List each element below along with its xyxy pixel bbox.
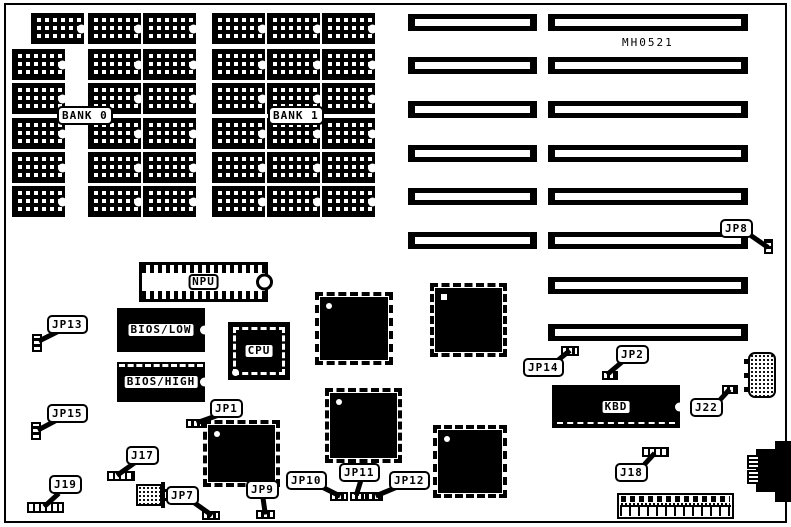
kbd-controller-chip bbox=[552, 385, 680, 428]
qfp-chip-3 bbox=[208, 425, 275, 482]
callout-jp12-label: JP12 bbox=[394, 474, 425, 487]
qfp-chip-5 bbox=[438, 430, 502, 493]
bank-0-label-text: BANK 0 bbox=[62, 109, 108, 122]
qfp-chip-3-pin1 bbox=[214, 431, 220, 437]
expansion-slot-right-6 bbox=[548, 232, 748, 249]
slot-contact-stripe bbox=[555, 329, 741, 336]
capacitor-bump-2 bbox=[744, 373, 748, 378]
expansion-slot-right-1 bbox=[548, 14, 748, 31]
callout-jp10 bbox=[286, 471, 327, 490]
slot-contact-stripe bbox=[555, 62, 741, 69]
memory-chip-bank0-r5-c2 bbox=[88, 152, 141, 183]
memory-chip-bank0-r1-c3 bbox=[143, 13, 196, 44]
bios-low-label: BIOS/LOW bbox=[127, 322, 196, 338]
callout-jp9-label: JP9 bbox=[251, 483, 274, 496]
npu-pin-row-top bbox=[142, 265, 265, 273]
slot-contact-stripe bbox=[555, 150, 741, 157]
jumper-jp9 bbox=[256, 510, 275, 519]
memory-chip-notch bbox=[58, 94, 67, 103]
npu-pin-row-bottom bbox=[142, 291, 265, 299]
callout-jp1-label: JP1 bbox=[215, 402, 238, 415]
memory-chip-notch bbox=[189, 60, 198, 69]
jumper-jp14 bbox=[561, 346, 579, 356]
memory-chip-notch bbox=[368, 197, 377, 206]
memory-chip-notch bbox=[368, 94, 377, 103]
npu-notch bbox=[256, 274, 273, 291]
callout-jp7 bbox=[166, 486, 199, 505]
memory-chip-bank0-r3-c3 bbox=[143, 83, 196, 114]
connector-j19 bbox=[27, 502, 64, 513]
npu-socket bbox=[139, 262, 268, 302]
memory-chip-notch bbox=[258, 129, 267, 138]
jumper-jp15 bbox=[31, 422, 41, 440]
callout-jp11 bbox=[339, 463, 380, 482]
callout-jp8-label: JP8 bbox=[725, 222, 748, 235]
memory-chip-notch bbox=[313, 24, 322, 33]
memory-chip-notch bbox=[189, 94, 198, 103]
slot-contact-stripe bbox=[555, 237, 741, 244]
memory-chip-bank1-r2-c3 bbox=[322, 49, 375, 80]
expansion-slot-left-2 bbox=[408, 57, 537, 74]
slot-contact-stripe bbox=[415, 193, 530, 200]
callout-jp13-label: JP13 bbox=[52, 318, 83, 331]
memory-chip-notch bbox=[58, 163, 67, 172]
memory-chip-notch bbox=[313, 129, 322, 138]
memory-chip-bank1-r5-c3 bbox=[322, 152, 375, 183]
memory-chip-notch bbox=[313, 60, 322, 69]
kbd-notch bbox=[675, 402, 684, 411]
keyboard-din-pin-top bbox=[747, 455, 760, 469]
slot-contact-stripe bbox=[415, 237, 530, 244]
cpu-pin1-marker bbox=[232, 369, 239, 376]
callout-jp2 bbox=[616, 345, 649, 364]
memory-chip-bank0-r2-c2 bbox=[88, 49, 141, 80]
callout-jp11-label: JP11 bbox=[344, 466, 375, 479]
kbd-label: KBD bbox=[601, 399, 632, 415]
expansion-slot-left-4 bbox=[408, 145, 537, 162]
memory-chip-notch bbox=[368, 24, 377, 33]
callout-jp1 bbox=[210, 399, 243, 418]
crystal-component bbox=[136, 484, 162, 506]
memory-chip-notch bbox=[189, 197, 198, 206]
slot-contact-stripe bbox=[415, 62, 530, 69]
memory-chip-bank1-r6-c1 bbox=[212, 186, 265, 217]
memory-chip-notch bbox=[134, 129, 143, 138]
expansion-slot-right-2 bbox=[548, 57, 748, 74]
callout-jp9 bbox=[246, 480, 279, 499]
memory-chip-bank0-r1-c2 bbox=[88, 13, 141, 44]
callout-jp13 bbox=[47, 315, 88, 334]
slot-contact-stripe bbox=[415, 19, 530, 26]
cpu-label: CPU bbox=[244, 343, 275, 359]
callout-jp10-label: JP10 bbox=[291, 474, 322, 487]
memory-chip-notch bbox=[313, 94, 322, 103]
memory-chip-bank0-r4-c3 bbox=[143, 118, 196, 149]
jumper-jp8 bbox=[764, 239, 773, 254]
crystal-terminal-bar bbox=[161, 482, 165, 508]
memory-chip-bank0-r1-c1 bbox=[31, 13, 84, 44]
expansion-slot-left-5 bbox=[408, 188, 537, 205]
memory-chip-notch bbox=[134, 163, 143, 172]
cpu-socket bbox=[228, 322, 290, 380]
capacitor-component bbox=[748, 352, 776, 398]
memory-chip-bank0-r2-c1 bbox=[12, 49, 65, 80]
qfp-chip-2 bbox=[435, 288, 502, 352]
qfp-chip-1 bbox=[320, 297, 388, 360]
jumper-jp1 bbox=[186, 419, 203, 428]
expansion-slot-left-1 bbox=[408, 14, 537, 31]
bios-high-chip bbox=[117, 362, 205, 402]
memory-chip-bank1-r2-c1 bbox=[212, 49, 265, 80]
callout-jp8 bbox=[720, 219, 753, 238]
callout-jp2-label: JP2 bbox=[621, 348, 644, 361]
qfp-chip-5-pin1 bbox=[444, 436, 450, 442]
callout-jp14 bbox=[523, 358, 564, 377]
memory-chip-notch bbox=[134, 94, 143, 103]
callout-jp12 bbox=[389, 471, 430, 490]
callout-j22-label: J22 bbox=[695, 401, 718, 414]
callout-jp15-label: JP15 bbox=[52, 407, 83, 420]
slot-contact-stripe bbox=[555, 19, 741, 26]
jumper-j22 bbox=[722, 385, 738, 394]
memory-chip-notch bbox=[258, 197, 267, 206]
qfp-chip-4-pin1 bbox=[336, 399, 342, 405]
memory-chip-notch bbox=[368, 60, 377, 69]
memory-chip-bank1-r1-c2 bbox=[267, 13, 320, 44]
memory-chip-notch bbox=[258, 163, 267, 172]
memory-chip-notch bbox=[134, 60, 143, 69]
memory-chip-bank0-r5-c1 bbox=[12, 152, 65, 183]
expansion-slot-right-7 bbox=[548, 277, 748, 294]
memory-chip-bank0-r2-c3 bbox=[143, 49, 196, 80]
bank-0-label bbox=[57, 106, 113, 125]
bios-low-notch bbox=[200, 326, 209, 335]
memory-chip-notch bbox=[189, 129, 198, 138]
connector-j17 bbox=[107, 471, 135, 481]
bios-high-label: BIOS/HIGH bbox=[123, 374, 200, 390]
memory-chip-bank0-r6-c1 bbox=[12, 186, 65, 217]
memory-chip-bank1-r3-c1 bbox=[212, 83, 265, 114]
memory-chip-bank1-r6-c2 bbox=[267, 186, 320, 217]
expansion-slot-right-4 bbox=[548, 145, 748, 162]
slot-contact-stripe bbox=[555, 282, 741, 289]
memory-chip-bank1-r3-c3 bbox=[322, 83, 375, 114]
memory-chip-notch bbox=[368, 129, 377, 138]
memory-chip-bank0-r6-c2 bbox=[88, 186, 141, 217]
expansion-slot-right-8 bbox=[548, 324, 748, 341]
memory-chip-notch bbox=[313, 163, 322, 172]
jumper-jp7 bbox=[202, 511, 220, 520]
slot-contact-stripe bbox=[415, 106, 530, 113]
part-number-text: MH0521 bbox=[622, 36, 674, 49]
keyboard-din-pin-bottom bbox=[747, 470, 760, 484]
slot-contact-stripe bbox=[555, 106, 741, 113]
memory-chip-notch bbox=[258, 60, 267, 69]
callout-j19-label: J19 bbox=[54, 478, 77, 491]
memory-chip-notch bbox=[258, 94, 267, 103]
callout-jp15 bbox=[47, 404, 88, 423]
qfp-chip-1-pin1 bbox=[326, 303, 332, 309]
memory-chip-bank1-r5-c2 bbox=[267, 152, 320, 183]
memory-chip-notch bbox=[189, 163, 198, 172]
callout-jp14-label: JP14 bbox=[528, 361, 559, 374]
memory-chip-notch bbox=[77, 24, 86, 33]
jumper-jp11 bbox=[350, 492, 367, 501]
memory-chip-notch bbox=[313, 197, 322, 206]
expansion-slot-left-3 bbox=[408, 101, 537, 118]
capacitor-bump-3 bbox=[744, 387, 748, 392]
callout-j18 bbox=[615, 463, 648, 482]
memory-chip-notch bbox=[368, 163, 377, 172]
memory-chip-bank0-r6-c3 bbox=[143, 186, 196, 217]
qfp-chip-2-pin1 bbox=[441, 294, 447, 300]
callout-j22 bbox=[690, 398, 723, 417]
memory-chip-notch bbox=[134, 197, 143, 206]
jumper-jp12 bbox=[367, 492, 383, 501]
bios-low-chip bbox=[117, 308, 205, 352]
memory-chip-notch bbox=[134, 24, 143, 33]
memory-chip-bank0-r5-c3 bbox=[143, 152, 196, 183]
npu-label: NPU bbox=[188, 274, 219, 290]
callout-j19 bbox=[49, 475, 82, 494]
qfp-chip-4 bbox=[330, 393, 397, 458]
slot-contact-stripe bbox=[555, 193, 741, 200]
bios-high-notch bbox=[200, 378, 209, 387]
memory-chip-bank1-r1-c1 bbox=[212, 13, 265, 44]
jumper-jp2 bbox=[602, 371, 618, 380]
memory-chip-bank1-r1-c3 bbox=[322, 13, 375, 44]
memory-chip-notch bbox=[258, 24, 267, 33]
memory-chip-bank1-r5-c1 bbox=[212, 152, 265, 183]
keyboard-din-connector-body bbox=[775, 441, 791, 502]
memory-chip-bank1-r4-c1 bbox=[212, 118, 265, 149]
power-connector-pins bbox=[621, 496, 730, 502]
callout-jp7-label: JP7 bbox=[171, 489, 194, 502]
memory-chip-notch bbox=[58, 129, 67, 138]
expansion-slot-right-5 bbox=[548, 188, 748, 205]
capacitor-bump-1 bbox=[744, 359, 748, 364]
bank-1-label bbox=[268, 106, 324, 125]
memory-chip-bank1-r4-c3 bbox=[322, 118, 375, 149]
jumper-j18 bbox=[642, 447, 669, 457]
memory-chip-notch bbox=[58, 197, 67, 206]
bank-1-label-text: BANK 1 bbox=[273, 109, 319, 122]
callout-j18-label: J18 bbox=[620, 466, 643, 479]
memory-chip-notch bbox=[189, 24, 198, 33]
expansion-slot-right-3 bbox=[548, 101, 748, 118]
power-connector-cells bbox=[620, 505, 731, 516]
jumper-jp10 bbox=[330, 492, 348, 501]
memory-chip-bank1-r6-c3 bbox=[322, 186, 375, 217]
memory-chip-bank1-r2-c2 bbox=[267, 49, 320, 80]
expansion-slot-left-6 bbox=[408, 232, 537, 249]
slot-contact-stripe bbox=[415, 150, 530, 157]
callout-j17-label: J17 bbox=[131, 449, 154, 462]
callout-j17 bbox=[126, 446, 159, 465]
jumper-jp13 bbox=[32, 334, 42, 352]
power-connector bbox=[617, 493, 734, 519]
memory-chip-notch bbox=[58, 60, 67, 69]
